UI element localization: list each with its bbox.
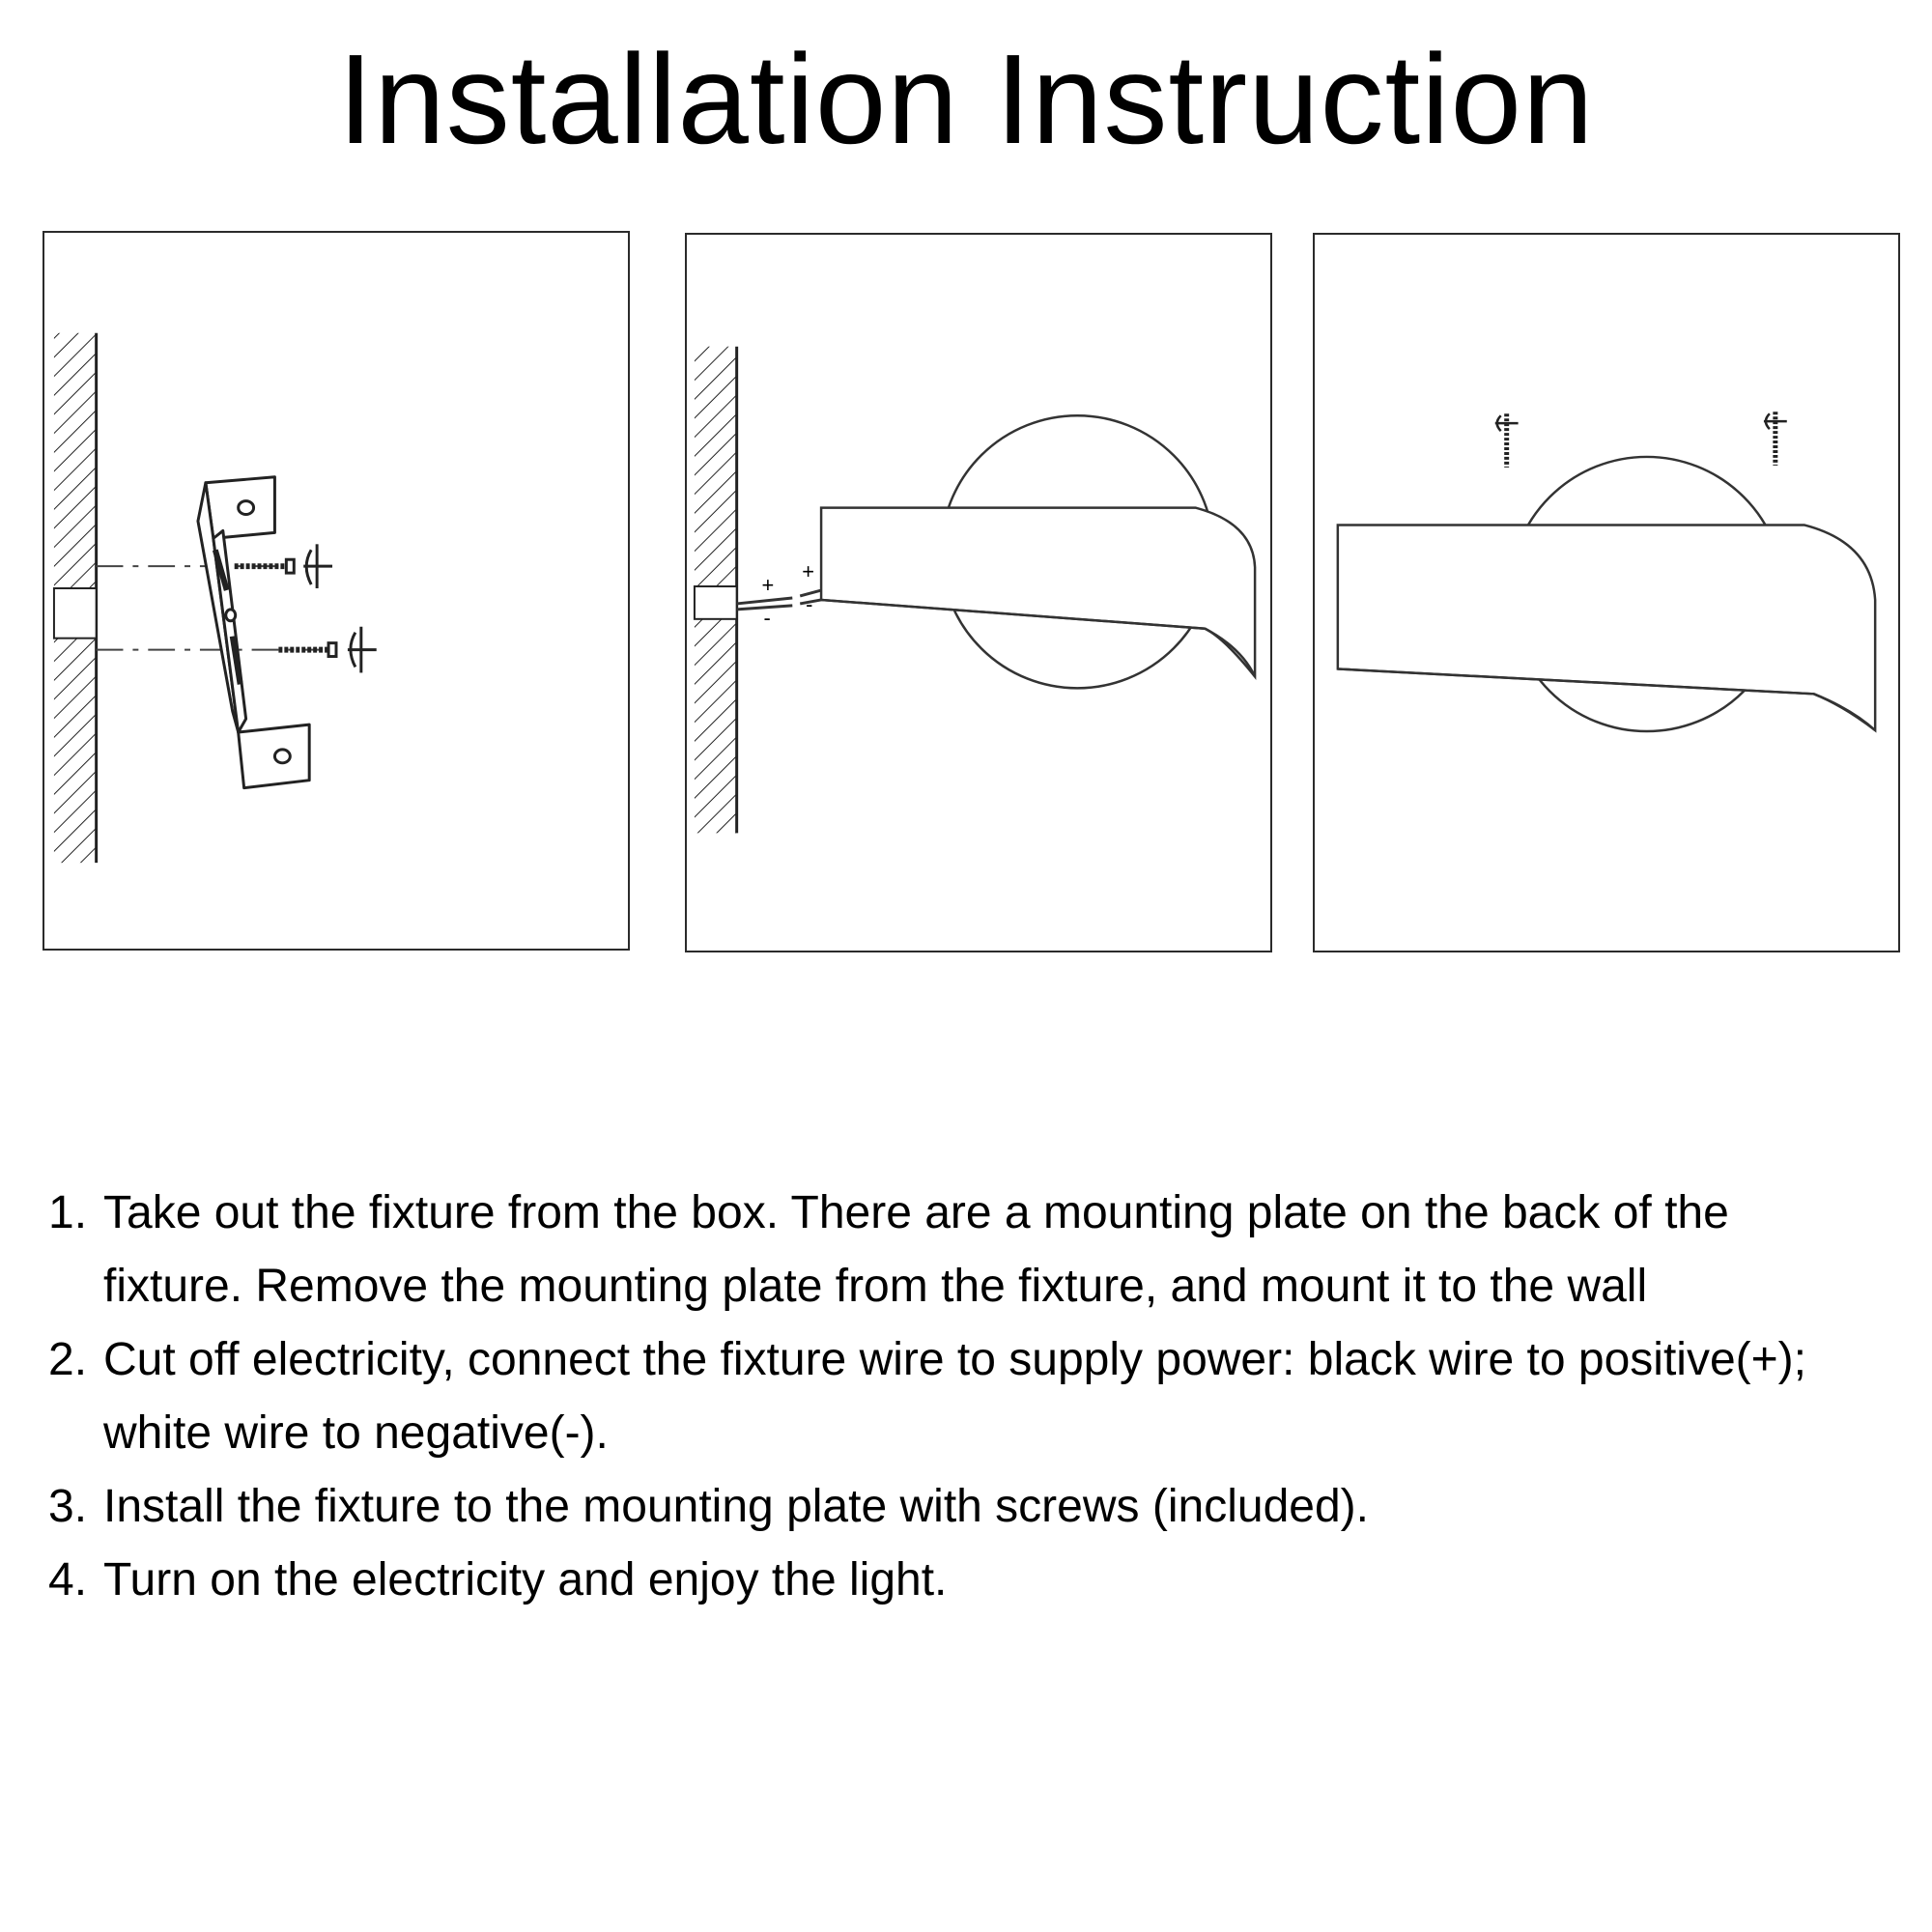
step-number: 3. <box>48 1481 88 1532</box>
step-text-line-1: Install the fixture to the mounting plate with screws (included). <box>103 1481 1369 1532</box>
screw-left <box>1495 413 1519 468</box>
positive-label-fixture: + <box>802 559 814 584</box>
negative-label-fixture: - <box>806 591 813 616</box>
screw-lower <box>278 627 376 673</box>
instruction-step <box>48 1544 1922 1617</box>
instruction-step <box>48 1470 1922 1544</box>
negative-label-wall: - <box>763 605 771 630</box>
wall-light-fixture <box>1338 457 1875 731</box>
step-text-line-1: Turn on the electricity and enjoy the light. <box>103 1554 948 1605</box>
step-text-line-2: white wire to negative(-). <box>103 1407 609 1459</box>
instruction-step <box>48 1177 1922 1323</box>
fixture-installed-illustration <box>1315 235 1898 951</box>
screw-upper <box>235 544 332 588</box>
positive-label-wall: + <box>761 573 775 598</box>
step-3-diagram-panel <box>1313 233 1900 952</box>
wiring-illustration <box>687 235 1270 951</box>
step-number: 4. <box>48 1554 88 1605</box>
wire-polarity-labels <box>761 559 813 630</box>
step-number: 1. <box>48 1187 88 1238</box>
step-number: 2. <box>48 1334 88 1385</box>
screw-right <box>1764 412 1787 466</box>
step-1-diagram-panel <box>43 231 630 951</box>
wall-hatch <box>695 347 737 834</box>
wall-hatch <box>54 333 97 863</box>
step-2-diagram-panel <box>685 233 1272 952</box>
mounting-bracket <box>198 477 309 788</box>
step-text-line-1: Take out the fixture from the box. There are a mounting plate on the back of the <box>103 1187 1729 1238</box>
instruction-step <box>48 1323 1922 1470</box>
wall-light-fixture <box>821 415 1255 688</box>
mounting-plate-illustration <box>44 233 628 949</box>
page-title: Installation Instruction <box>337 28 1595 170</box>
instruction-steps <box>48 1177 1922 1617</box>
step-text-line-2: fixture. Remove the mounting plate from the fixture, and mount it to the wall <box>103 1261 1648 1312</box>
step-text-line-1: Cut off electricity, connect the fixture wire to supply power: black wire to positive(+); <box>103 1334 1806 1385</box>
